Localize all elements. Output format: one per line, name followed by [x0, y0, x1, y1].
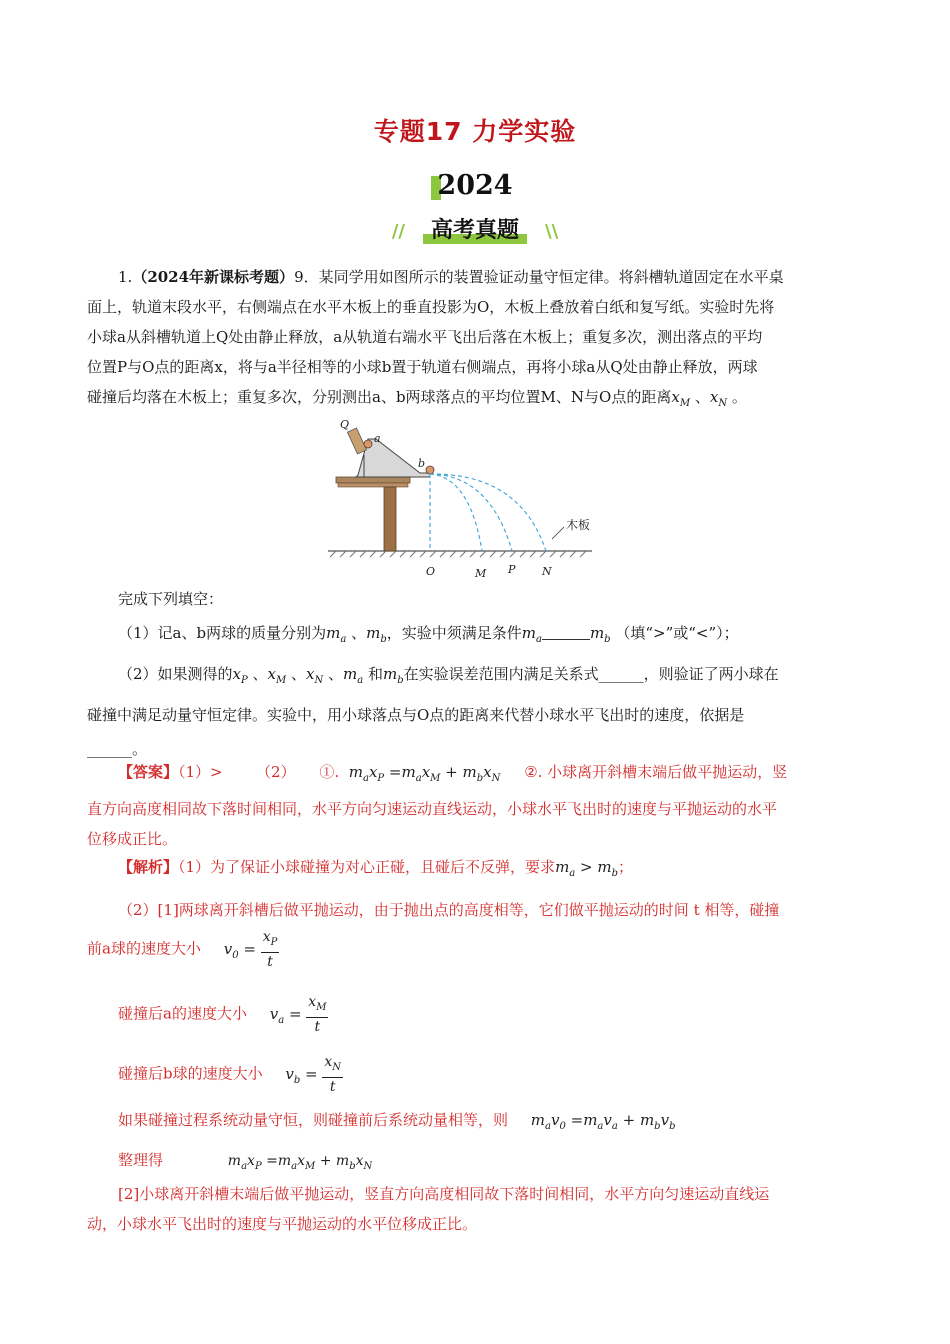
table-leg: [384, 487, 396, 551]
year-heading: [0, 170, 950, 201]
question-text-1: 9．某同学用如图所示的装置验证动量守恒定律。将斜槽轨道固定在水平桌: [294, 268, 784, 286]
analysis-cond: $m_a > m_b$: [555, 858, 618, 879]
analysis-p5: 碰撞后b球的速度大小: [118, 1064, 263, 1083]
chute-top: [347, 428, 366, 454]
analysis-v0: [87, 928, 279, 971]
fill-q2-line3: ______。: [87, 740, 148, 758]
q1-blank: [542, 623, 590, 640]
answer-item1: ①.: [319, 763, 340, 781]
question-block: [87, 262, 867, 419]
page-title: 专题17 力学实验: [373, 117, 577, 146]
answer-part2: （2）: [256, 763, 296, 781]
question-line-4: 位置P与O点的距离x，将与a半径相等的小球b置于轨道右侧端点，再将小球a从Q处由静止释放，两球: [87, 358, 758, 376]
year-label: 2024: [431, 170, 518, 201]
question-line-3: 小球a从斜槽轨道上Q处由静止释放，a从轨道右端水平飞出后落在木板上；重复多次，测出落点的平均: [87, 328, 763, 346]
q2-mid: 在实验误差范围内满足关系式______，则验证了两小球在: [403, 665, 779, 683]
table-edge: [338, 483, 408, 487]
analysis-p1-text: （1）为了保证小球碰撞为对心正碰，且碰后不反弹，要求: [178, 858, 556, 876]
q2-prefix: （2）如果测得的: [118, 665, 233, 683]
var-xN-2: $x_N$: [306, 665, 324, 686]
board-pointer: [552, 527, 564, 539]
ground-hatch: [330, 551, 586, 557]
answer-line-2: 直方向高度相同故下落时间相同，水平方向匀速运动直线运动，小球水平飞出时的速度与平抛运动的水平: [87, 800, 778, 818]
label-O: O: [426, 565, 436, 578]
question-tail: 。: [731, 388, 747, 406]
analysis-vb: [118, 1053, 343, 1096]
analysis-p4: 碰撞后a的速度大小: [118, 1004, 247, 1023]
fill-q1: （1）记a、b两球的质量分别为$m_a$ 、$m_b$，实验中须满足条件$m_a$ $m_b$ （填“>”或“<”）；: [118, 624, 739, 645]
question-number: 1.: [118, 268, 133, 286]
var-mb-3: $m_b$: [383, 665, 404, 686]
question-line-5: 碰撞后均落在木板上；重复多次，分别测出a、b两球落点的平均位置M、N与O点的距离$x_M$ 、$x_N$ 。: [87, 388, 747, 409]
banner-decor-right: \\: [545, 221, 559, 242]
ball-b: [426, 466, 434, 474]
label-a: a: [374, 432, 381, 445]
var-mb-2: $m_b$: [589, 624, 611, 645]
var-ma-2: $m_a$: [521, 624, 542, 645]
banner-decor-left: //: [391, 221, 405, 242]
frac-v0: $\frac{x_P}{t}$: [262, 929, 278, 970]
banner-label: [413, 213, 537, 244]
frac-vb: $\frac{x_N}{t}$: [324, 1054, 342, 1095]
question-text-5: 碰撞后均落在木板上；重复多次，分别测出a、b两球落点的平均位置M、N与O点的距离: [87, 388, 672, 406]
analysis-va: [118, 993, 328, 1036]
analysis-p7: 整理得: [118, 1151, 164, 1169]
analysis-part2: [87, 1179, 867, 1239]
var-mb: $m_b$: [366, 624, 387, 645]
eq-v0: $v_0$ = $\frac{x_P}{t}$: [223, 929, 278, 970]
banner-text: 高考真题: [430, 218, 519, 243]
label-P: P: [508, 563, 516, 576]
var-xM: $x_M$: [671, 388, 691, 409]
eq-momentum: $m_av_0 =m_av_a + m_bv_b$: [530, 1111, 676, 1132]
analysis-p6: 如果碰撞过程系统动量守恒，则碰撞前后系统动量相等，则: [118, 1111, 509, 1129]
experiment-figure: [320, 415, 600, 580]
label-board: 木板: [566, 518, 591, 532]
analysis-block: [87, 852, 867, 925]
answer-part1: （1）>: [178, 763, 223, 781]
label-M: M: [475, 567, 487, 580]
var-xN: $x_N$: [709, 388, 728, 409]
q1-mid: ，实验中须满足条件: [386, 624, 522, 642]
eq-va: $v_a$ = $\frac{x_M}{t}$: [269, 994, 327, 1035]
analysis-tag: 【解析】: [118, 858, 179, 876]
analysis-p2: （2）[1]两球离开斜槽后做平抛运动，由于抛出点的高度相等，它们做平抛运动的时间 t 相等，碰撞: [118, 901, 780, 919]
answer-line-1: [87, 757, 867, 794]
answer-line-3: 位移成正比。: [87, 830, 178, 848]
answer-block: [87, 757, 867, 854]
q1-suffix: （填“>”或“<”）；: [615, 624, 739, 642]
answer-item2: ②. 小球离开斜槽末端后做平抛运动，竖: [524, 763, 788, 781]
analysis-p1: 【解析】（1）为了保证小球碰撞为对心正碰，且碰后不反弹，要求$m_a > m_b$；: [118, 858, 634, 879]
label-N: N: [542, 565, 552, 578]
analysis-p3: 前a球的速度大小: [87, 939, 201, 958]
label-b: b: [418, 457, 426, 470]
fill-block: [87, 584, 867, 764]
analysis-p8: [2]小球离开斜槽末端后做平抛运动，竖直方向高度相同故下落时间相同，水平方向匀速运动直线运: [118, 1185, 770, 1203]
question-source: （2024年新课标考题）: [132, 268, 295, 286]
analysis-result: [118, 1145, 372, 1182]
answer-equation: $m_ax_P =m_ax_M + m_bx_N$: [348, 763, 501, 784]
fill-q2-line2: 碰撞中满足动量守恒定律。实验中，用小球落点与O点的距离来代替小球水平飞出时的速度，依据是: [87, 706, 745, 724]
var-ma-3: $m_a$: [343, 665, 364, 686]
section-banner: [0, 213, 950, 244]
question-line-1: [87, 262, 867, 292]
frac-va: $\frac{x_M}{t}$: [308, 994, 327, 1035]
var-xM-2: $x_M$: [267, 665, 287, 686]
ball-a: [364, 440, 372, 448]
fill-q2: （2）如果测得的$x_P$ 、$x_M$ 、$x_N$ 、$m_a$ 和$m_b$在实验误差范围内满足关系式______，则验证了两小球在: [118, 665, 779, 686]
eq-result: $m_ax_P =m_ax_M + m_bx_N$: [227, 1153, 373, 1172]
q1-prefix: （1）记a、b两球的质量分别为: [118, 624, 327, 642]
var-ma: $m_a$: [326, 624, 347, 645]
var-xP: $x_P$: [232, 665, 248, 686]
answer-tag: 【答案】: [118, 763, 179, 781]
trajectory-M: [430, 474, 482, 551]
label-Q: Q: [340, 418, 350, 431]
fill-intro: 完成下列填空：: [118, 590, 224, 608]
trajectory-N: [430, 474, 546, 551]
analysis-momentum: [118, 1105, 675, 1142]
trajectories: [430, 474, 546, 551]
question-line-2: 面上，轨道末段水平，右侧端点在水平木板上的垂直投影为O，木板上叠放着白纸和复写纸。实验时先将: [87, 298, 775, 316]
eq-vb: $v_b$ = $\frac{x_N}{t}$: [285, 1054, 342, 1095]
analysis-p9: 动，小球水平飞出时的速度与平抛运动的水平位移成正比。: [87, 1215, 478, 1233]
trajectory-P: [430, 474, 512, 551]
table-top: [336, 477, 410, 483]
